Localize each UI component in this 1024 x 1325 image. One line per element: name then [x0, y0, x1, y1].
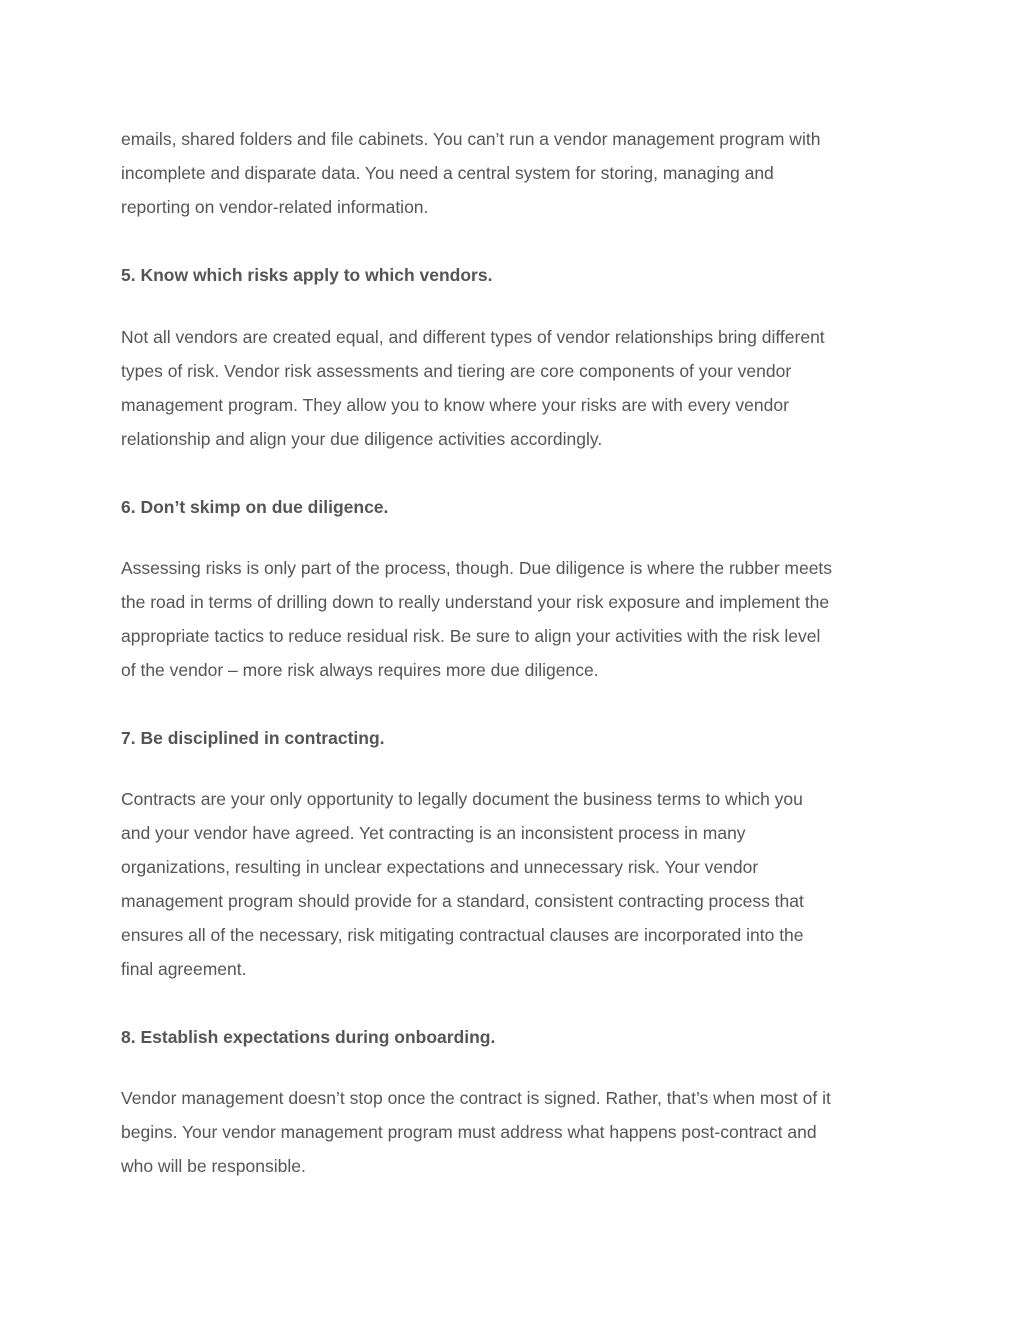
section-heading-8: 8. Establish expectations during onboarding. — [121, 1027, 496, 1047]
section-heading-6: 6. Don’t skimp on due diligence. — [121, 497, 389, 517]
section-body-5: Not all vendors are created equal, and different types of vendor relationships bring different types of risk. Vendor risk assessments and tiering are core components of your vendor management program. They allow you to know where your risks are with every vendor relationship and align your due diligence activities accordingly. — [121, 327, 825, 449]
section-body-6: Assessing risks is only part of the process, though. Due diligence is where the rubber meets the road in terms of drilling down to really understand your risk exposure and implement the appropriate tactics to reduce residual risk. Be sure to align your activities with the risk level of the vendor – more risk always requires more due diligence. — [121, 558, 833, 680]
intro-paragraph: emails, shared folders and file cabinets. You can’t run a vendor management program with incomplete and disparate data. You need a central system for storing, managing and reporting on vendor-related information. — [121, 129, 821, 217]
section-body-8: Vendor management doesn’t stop once the contract is signed. Rather, that’s when most of it begins. Your vendor management program must address what happens post-contract and who will be responsible. — [121, 1088, 831, 1176]
section-heading-7: 7. Be disciplined in contracting. — [121, 728, 385, 748]
section-body-7: Contracts are your only opportunity to legally document the business terms to which you and your vendor have agreed. Yet contracting is an inconsistent process in many organizations, resulting in unclear expectations and unnecessary risk. Your vendor management program should provide for a standard, consistent contracting process that ensures all of the necessary, risk mitigating contractual clauses are incorporated into the final agreement. — [121, 789, 804, 979]
section-heading-5: 5. Know which risks apply to which vendors. — [121, 265, 493, 285]
